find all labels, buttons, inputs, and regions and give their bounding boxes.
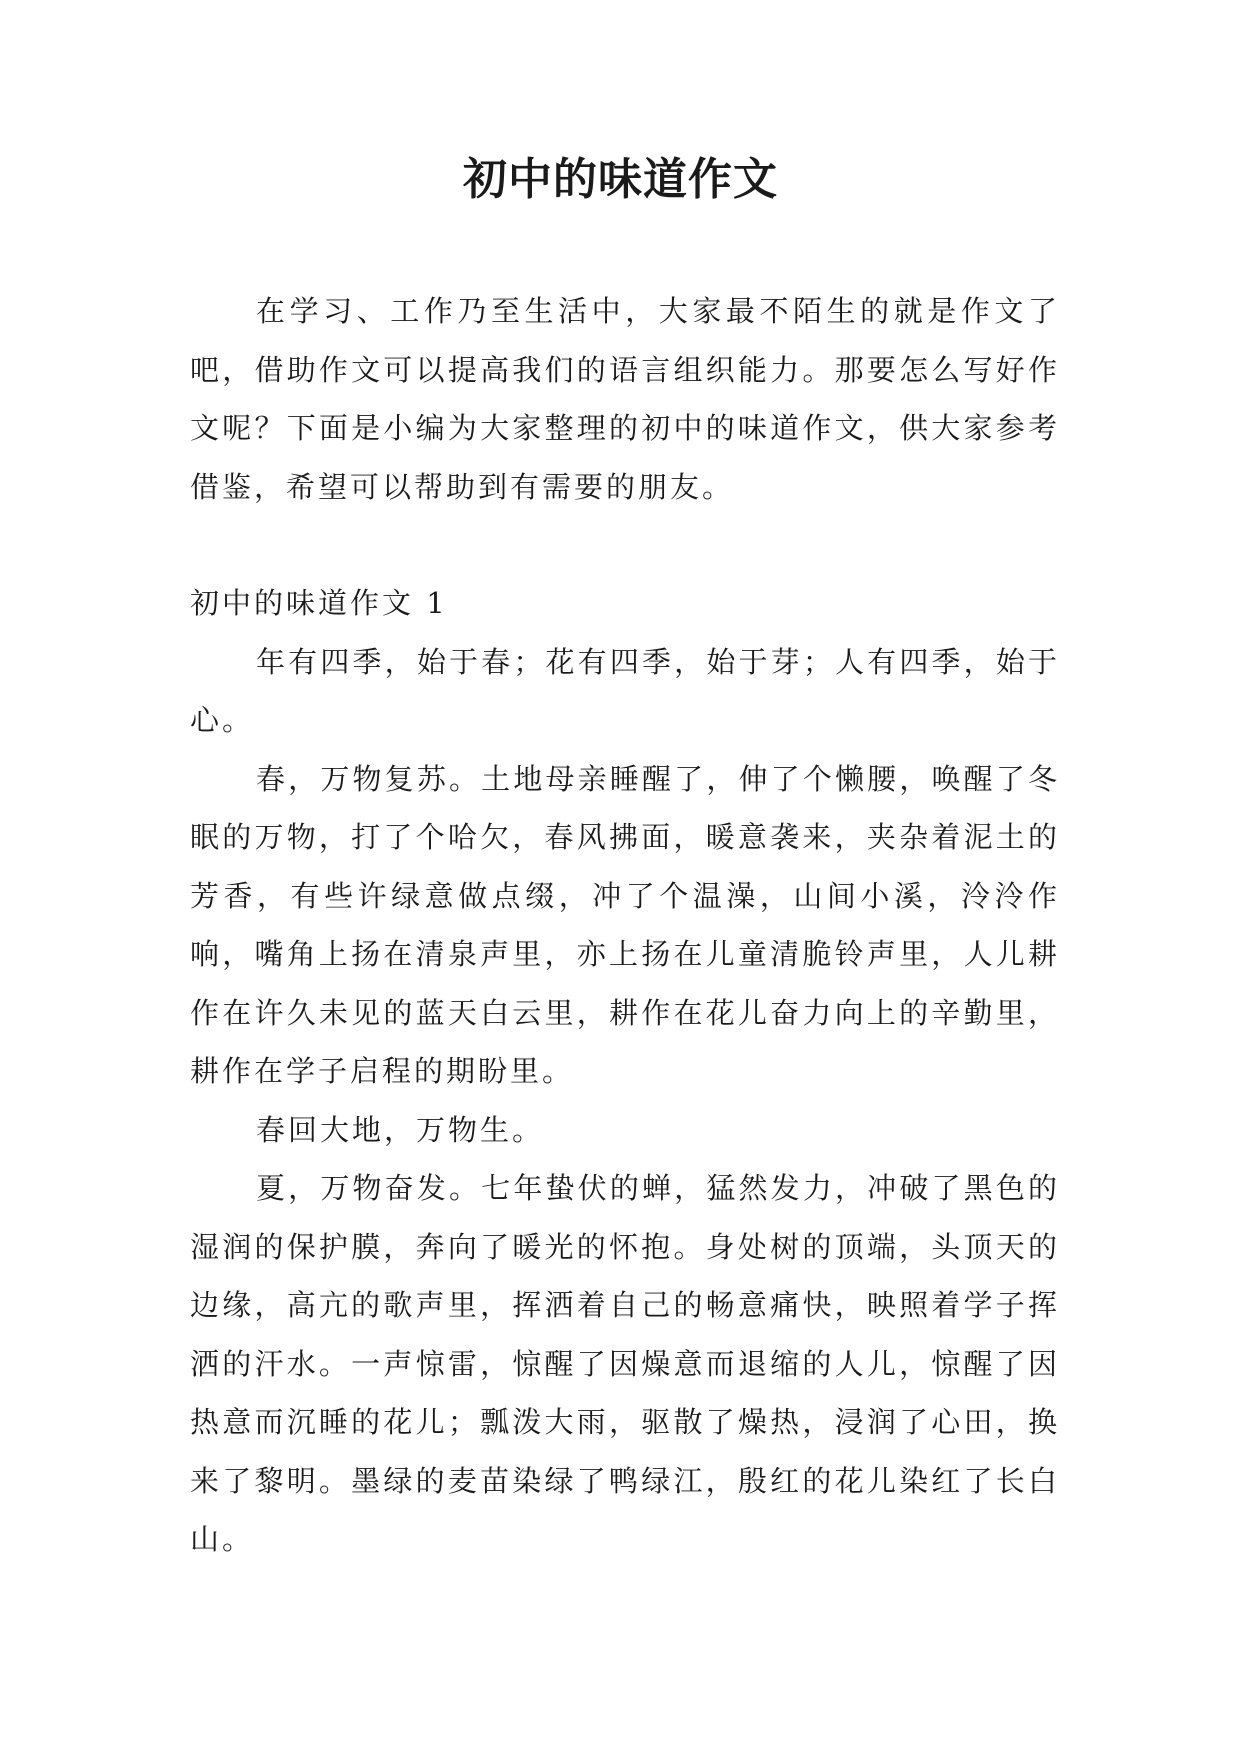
body-paragraph: 夏，万物奋发。七年蛰伏的蝉，猛然发力，冲破了黑色的湿润的保护膜，奔向了暖光的怀抱。身处树的顶端，头顶天的边缘，高亢的歌声里，挥洒着自己的畅意痛快，映照着学子挥洒的汗水。一声惊雷，惊醒了因燥意而退缩的人儿，惊醒了因热意而沉睡的花儿；瓢泼大雨，驱散了燥热，浸润了心田，换来了黎明。墨绿的麦苗染绿了鸭绿江，殷红的花儿染红了长白山。 xyxy=(190,1171,1060,1556)
section-heading: 初中的味道作文 1 xyxy=(190,586,448,620)
body-paragraph: 春回大地，万物生。 xyxy=(256,1112,545,1147)
document-body xyxy=(190,282,1060,1569)
document-title: 初中的味道作文 xyxy=(463,154,778,205)
body-paragraph: 年有四季，始于春；花有四季，始于芽；人有四季，始于心。 xyxy=(190,644,1060,737)
body-paragraph: 春，万物复苏。土地母亲睡醒了，伸了个懒腰，唤醒了冬眠的万物，打了个哈欠，春风拂面，暖意袭来，夹杂着泥土的芳香，有些许绿意做点缀，冲了个温澡，山间小溪，泠泠作响，嘴角上扬在清泉声里，亦上扬在儿童清脆铃声里，人儿耕作在许久未见的蓝天白云里，耕作在花儿奋力向上的辛勤里，耕作在学子启程的期盼里。 xyxy=(190,761,1060,1088)
intro-paragraph: 在学习、工作乃至生活中，大家最不陌生的就是作文了吧，借助作文可以提高我们的语言组织能力。那要怎么写好作文呢？下面是小编为大家整理的初中的味道作文，供大家参考借鉴，希望可以帮助到有需要的朋友。 xyxy=(190,294,1060,504)
